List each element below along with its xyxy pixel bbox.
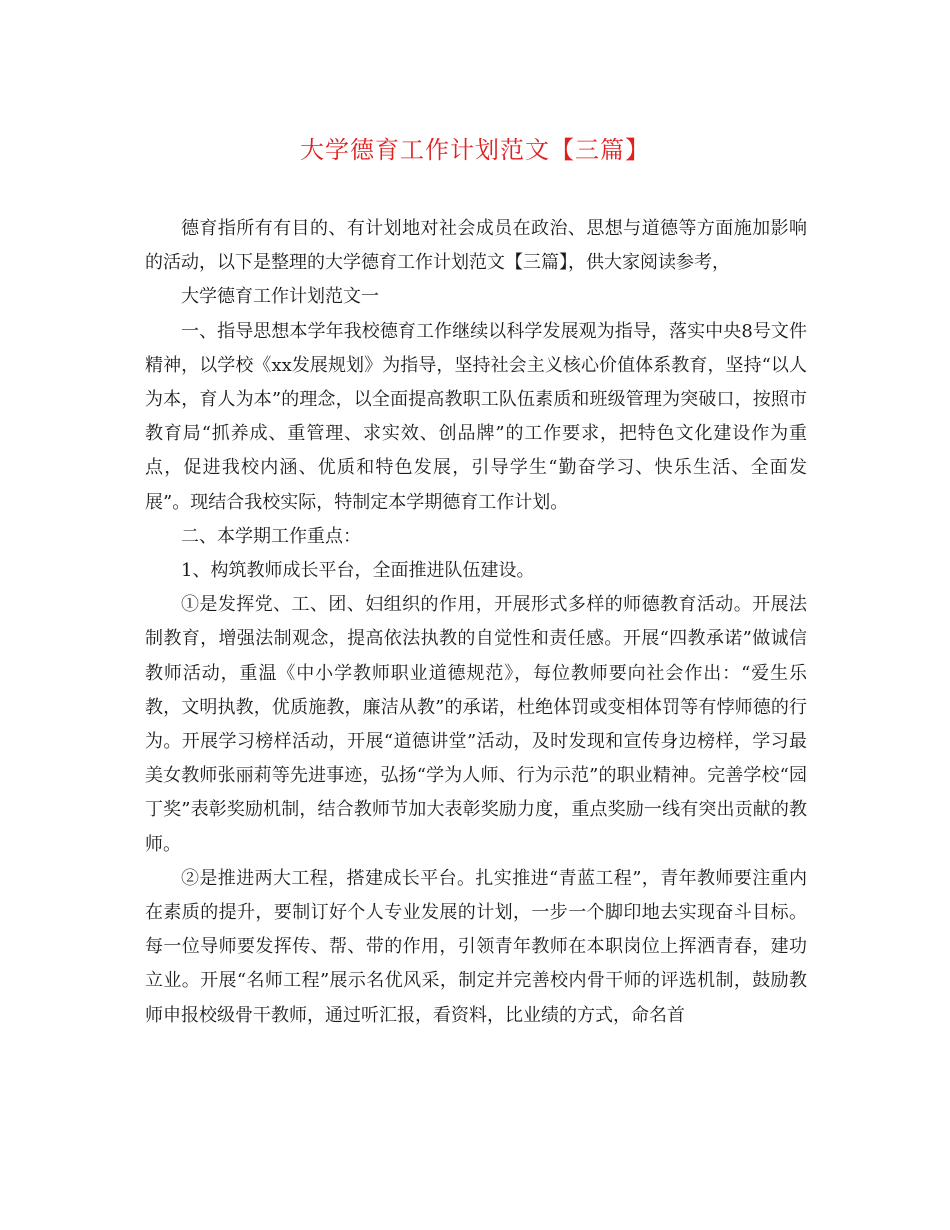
paragraph-key-work-heading: 二、本学期工作重点： <box>181 525 361 547</box>
paragraph-intro: 德育指所有有目的、有计划地对社会成员在政治、思想与道德等方面施加影响的活动，以下是整理的大学德育工作计划范文【三篇】，供大家阅读参考， <box>145 218 807 274</box>
paragraph-section-heading: 大学德育工作计划范文一 <box>181 286 379 308</box>
paragraph-item-1: 1、构筑教师成长平台，全面推进队伍建设。 <box>181 560 535 582</box>
paragraph-item-1b: ②是推进两大工程，搭建成长平台。扎实推进“青蓝工程”，青年教师要注重内在素质的提升，要制订好个人专业发展的计划，一步一个脚印地去实现奋斗目标。每一位导师要发挥传、帮、带的作用，引领青年教师在本职岗位上挥洒青春，建功立业。开展“名师工程”展示名优风采，制定并完善校内骨干师的评选机制，鼓励教师申报校级骨干教师，通过听汇报，看资料，比业绩的方式，命名首 <box>145 867 807 1026</box>
document-body <box>145 212 807 1033</box>
paragraph-guiding-ideology: 一、指导思想本学年我校德育工作继续以科学发展观为指导，落实中央8号文件精神，以学校《xx发展规划》为指导，坚持社会主义核心价值体系教育，坚持“以人为本，育人为本”的理念，以全面提高教职工队伍素质和班级管理为突破口，按照市教育局“抓养成、重管理、求实效、创品牌”的工作要求，把特色文化建设作为重点，促进我校内涵、优质和特色发展，引导学生“勤奋学习、快乐生活、全面发展”。现结合我校实际，特制定本学期德育工作计划。 <box>145 320 807 513</box>
paragraph-item-1a: ①是发挥党、工、团、妇组织的作用，开展形式多样的师德教育活动。开展法制教育，增强法制观念，提高依法执教的自觉性和责任感。开展“四教承诺”做诚信教师活动，重温《中小学教师职业道德规范》，每位教师要向社会作出：“爱生乐教，文明执教，优质施教，廉洁从教”的承诺，杜绝体罚或变相体罚等有悖师德的行为。开展学习榜样活动，开展“道德讲堂”活动，及时发现和宣传身边榜样，学习最美女教师张丽莉等先进事迹，弘扬“学为人师、行为示范”的职业精神。完善学校“园丁奖”表彰奖励机制，结合教师节加大表彰奖励力度，重点奖励一线有突出贡献的教师。 <box>145 594 807 855</box>
document-title: 大学德育工作计划范文【三篇】 <box>300 136 650 164</box>
